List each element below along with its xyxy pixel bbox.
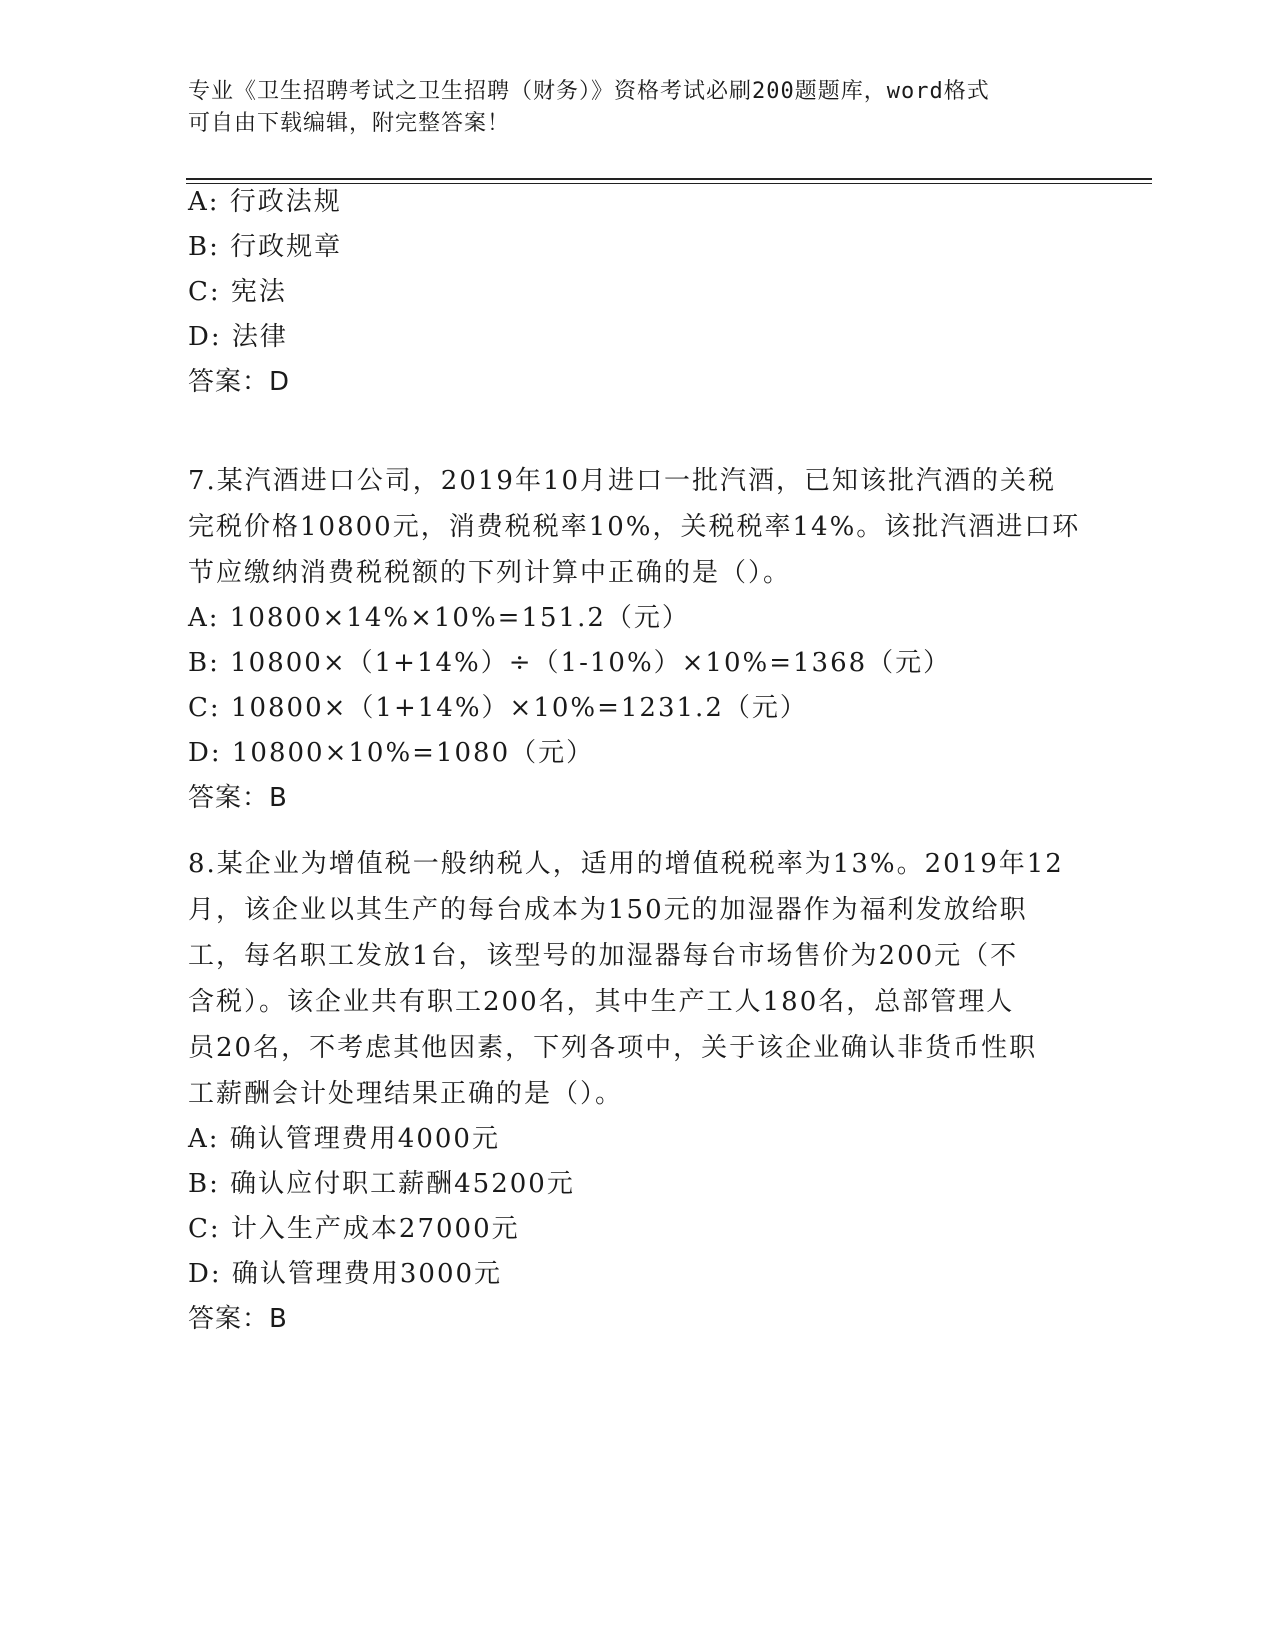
question-7-option-d: D: 10800×10%=1080（元） — [188, 738, 595, 768]
question-6-option-d: D: 法律 — [188, 322, 288, 352]
question-8-option-d: D: 确认管理费用3000元 — [188, 1259, 503, 1289]
question-8-stem-line: 工薪酬会计处理结果正确的是（）。 — [188, 1079, 624, 1109]
question-7-stem-line: 7.某汽酒进口公司，2019年10月进口一批汽酒，已知该批汽酒的关税 — [188, 466, 1057, 496]
question-8-option-c: C: 计入生产成本27000元 — [188, 1214, 520, 1244]
question-8-answer: 答案：B — [188, 1304, 288, 1334]
document-header — [188, 76, 1088, 140]
question-7-answer: 答案：B — [188, 783, 288, 813]
question-8-option-b: B: 确认应付职工薪酬45200元 — [188, 1169, 575, 1199]
question-7-option-c: C: 10800×（1+14%）×10%=1231.2（元） — [188, 693, 808, 723]
question-7-block — [188, 458, 1088, 821]
question-8-stem-line: 工，每名职工发放1台，该型号的加湿器每台市场售价为200元（不 — [188, 941, 1019, 971]
question-7-option-b: B: 10800×（1+14%）÷（1-10%）×10%=1368（元） — [188, 648, 952, 678]
question-8-stem-line: 含税）。该企业共有职工200名，其中生产工人180名，总部管理人 — [188, 987, 1015, 1017]
question-6-answer: 答案：D — [188, 367, 291, 397]
question-6-option-b: B: 行政规章 — [188, 232, 343, 262]
header-line-1: 专业《卫生招聘考试之卫生招聘（财务）》资格考试必刷200题题库，word格式 — [188, 79, 990, 104]
question-8-stem-line: 月，该企业以其生产的每台成本为150元的加湿器作为福利发放给职 — [188, 895, 1028, 925]
question-7-option-a: A: 10800×14%×10%=151.2（元） — [188, 603, 690, 633]
question-8-option-a: A: 确认管理费用4000元 — [188, 1124, 500, 1154]
question-7-stem-line: 完税价格10800元，消费税税率10%，关税税率14%。该批汽酒进口环 — [188, 512, 1081, 542]
question-6-block — [188, 180, 1088, 405]
question-7-stem-line: 节应缴纳消费税税额的下列计算中正确的是（）。 — [188, 558, 792, 588]
question-6-option-c: C: 宪法 — [188, 277, 287, 307]
question-8-stem-line: 8.某企业为增值税一般纳税人，适用的增值税税率为13%。2019年12 — [188, 849, 1064, 879]
header-line-2: 可自由下载编辑，附完整答案！ — [188, 111, 511, 136]
question-6-option-a: A: 行政法规 — [188, 187, 342, 217]
question-8-block — [188, 841, 1088, 1342]
question-8-stem-line: 员20名，不考虑其他因素，下列各项中，关于该企业确认非货币性职 — [188, 1033, 1038, 1063]
